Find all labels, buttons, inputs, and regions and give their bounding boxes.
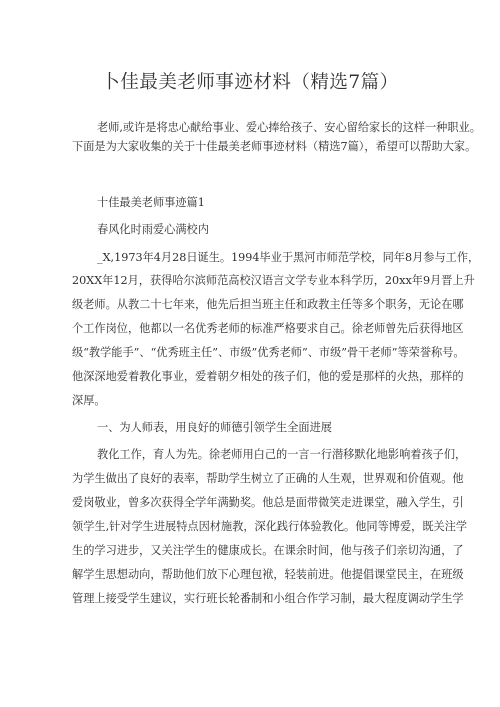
bio-line: 20XX年12月，获得哈尔滨师范高校汉语言文学专业本科学历，20xx年9月晋上升 [72, 274, 475, 287]
section-subtitle: 春风化时雨爱心满校内 [97, 223, 209, 236]
intro-line: 下面是为大家收集的关于十佳最美老师事迹材料（精选7篇），希望可以帮助大家。 [72, 140, 477, 153]
body-line: 管理上接受学生建议，实行班长轮番制和小组合作学习制，最大程度调动学生学 [72, 592, 464, 605]
bio-line: _X,1973年4月28日诞生。1994毕业于黑河市师范学校，同年8月参与工作， [97, 251, 480, 264]
section-heading: 十佳最美老师事迹篇1 [97, 196, 205, 209]
bio-line: 级“教学能手”、“优秀班主任”、市级”优秀老师”、市级”骨干老师”等荣誉称号。 [72, 346, 465, 359]
body-line: 爱岗敬业，曾多次获得全学年满勤奖。他总是面带微笑走进课堂，融入学生，引 [72, 496, 464, 509]
body-line: 为学生做出了良好的表率，帮助学生树立了正确的人生观，世界观和价值观。他 [72, 472, 464, 485]
intro-line: 老师,或许是将忠心献给事业、爱心捧给孩子、安心留给家长的这样一种职业。 [97, 121, 481, 134]
document-title: 卜佳最美老师事迹材料（精选7篇） [101, 72, 399, 93]
bio-line: 深厚。 [72, 394, 106, 407]
body-line: 生的学习进步，又关注学生的健康成长。在课余时间，他与孩子们亲切沟通，了 [72, 544, 464, 557]
body-line: 解学生思想动向，帮助他们放下心理包袱，轻装前进。他提倡课堂民主，在班级 [72, 568, 464, 581]
bio-line: 级老师。从教二十七年来，他先后担当班主任和政教主任等多个职务，无论在哪 [72, 298, 464, 311]
bio-line: 他深深地爱着教化事业，爱着朝夕相处的孩子们，他的爱是那样的火热，那样的 [72, 370, 464, 383]
body-line: 领学生,针对学生进展特点因材施教，深化践行体验教化。他同等博爱，既关注学 [72, 520, 468, 533]
bio-line: 个工作岗位，他都以一名优秀老师的标准严格要求自己。徐老师曾先后获得地区 [72, 322, 464, 335]
point-heading: 一、为人师表，用良好的师德引领学生全面进展 [97, 421, 332, 434]
body-line: 教化工作，育人为先。徐老师用白己的一言一行潜移默化地影响着孩子们， [97, 448, 467, 461]
